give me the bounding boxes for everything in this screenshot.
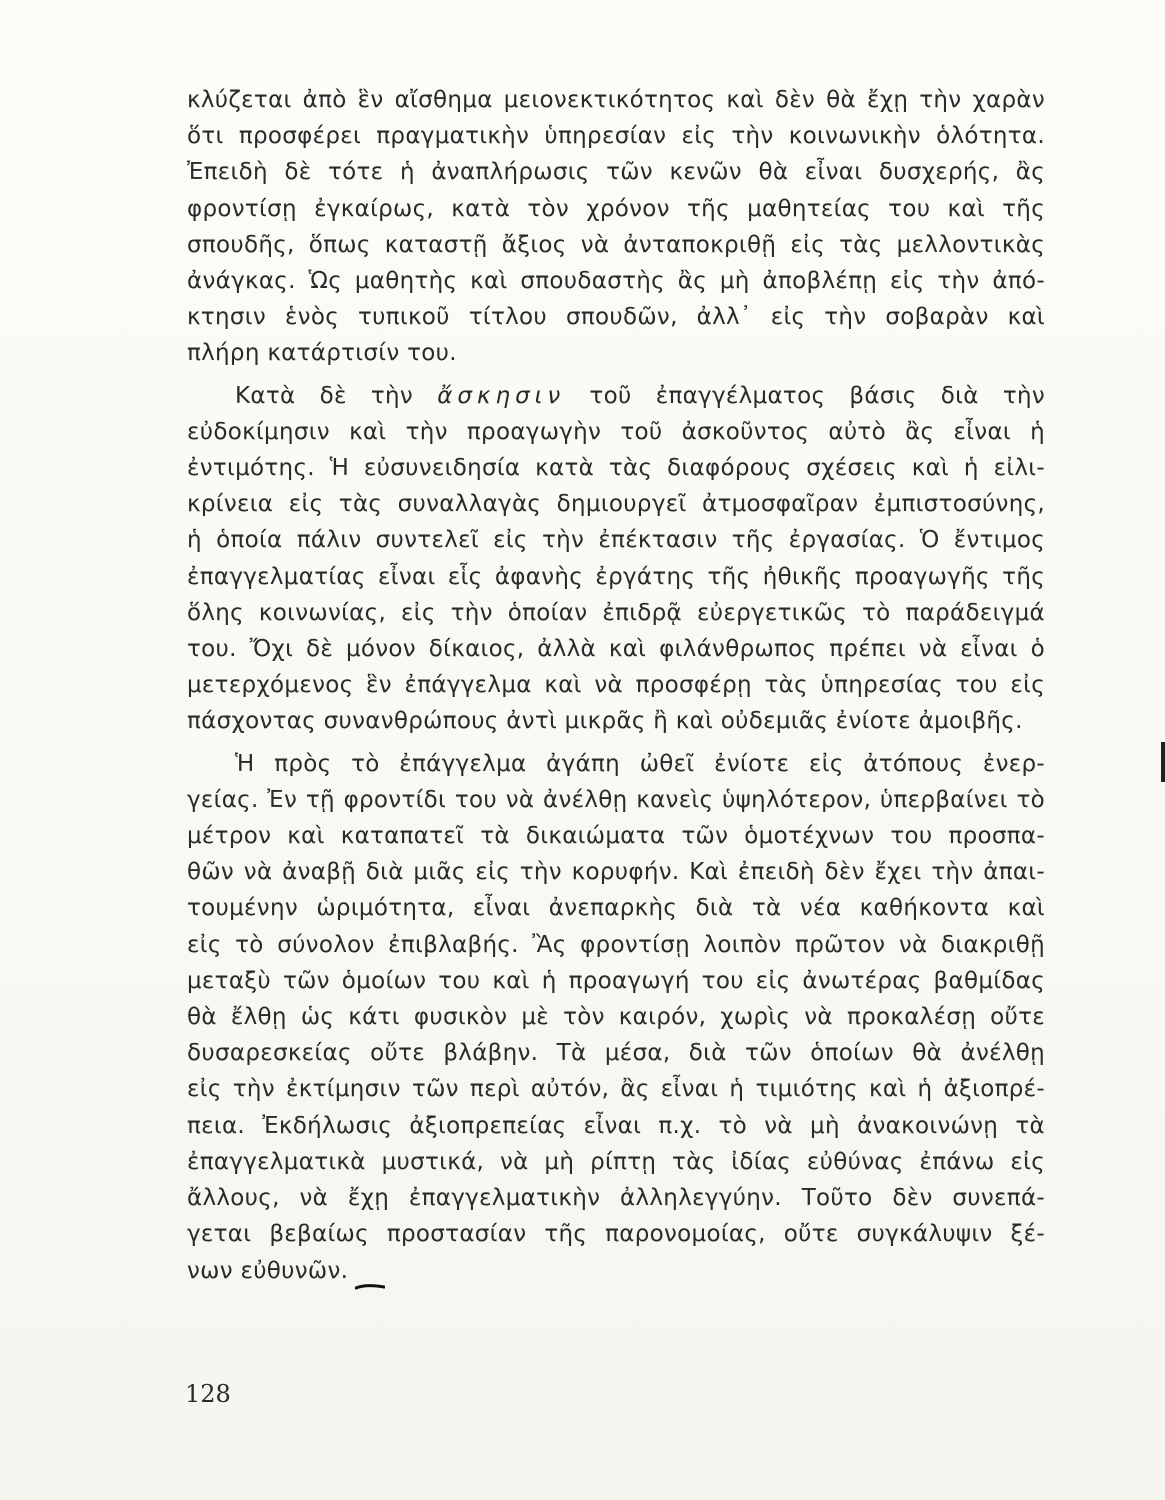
text-line: θῶν νὰ ἀναβῇ διὰ μιᾶς εἰς τὴν κορυφήν. Καὶ ἐπειδὴ δὲν ἔχει τὴν ἀπαι- [187,859,1045,886]
paragraph-2 [187,378,1045,740]
text-line: Κατὰ δὲ τὴν ἄσκησιν τοῦ ἐπαγγέλματος βάσις διὰ τὴν [235,382,1045,409]
text-line: ἀνάγκας. Ὡς μαθητὴς καὶ σπουδαστὴς ἂς μὴ ἀποβλέπῃ εἰς τὴν ἀπό- [187,268,1045,295]
text-line: γεται βεβαίως προστασίαν τῆς παρονομοίας, οὔτε συγκάλυψιν ξέ- [187,1221,1045,1248]
text-line: εἰς τὴν ἐκτίμησιν τῶν περὶ αὐτόν, ἂς εἶναι ἡ τιμιότης καὶ ἡ ἀξιοπρέ- [187,1076,1045,1103]
text-line: ἐντιμότης. Ἡ εὐσυνειδησία κατὰ τὰς διαφόρους σχέσεις καὶ ἡ εἰλι- [187,455,1045,482]
text-line: γείας. Ἐν τῇ φροντίδι του νὰ ἀνέλθῃ κανεὶς ὑψηλότερον, ὑπερβαίνει τὸ [187,786,1045,813]
text-line: ὅλης κοινωνίας, εἰς τὴν ὁποίαν ἐπιδρᾷ εὐεργετικῶς τὸ παράδειγμά [187,599,1045,626]
text-line: κλύζεται ἀπὸ ἓν αἴσθημα μειονεκτικότητος καὶ δὲν θὰ ἔχῃ τὴν χαρὰν [187,87,1045,113]
text-line: Ἐπειδὴ δὲ τότε ἡ ἀναπλήρωσις τῶν κενῶν θὰ εἶναι δυσχερής, ἂς [187,159,1045,186]
text-line: Ἡ πρὸς τὸ ἐπάγγελμα ἀγάπη ὠθεῖ ἐνίοτε εἰς ἀτόπους ἐνερ- [235,750,1045,777]
text-line: ἐπαγγελματίας εἶναι εἷς ἀφανὴς ἐργάτης τῆς ἠθικῆς προαγωγῆς τῆς [187,563,1045,590]
text-line: εὐδοκίμησιν καὶ τὴν προαγωγὴν τοῦ ἀσκοῦντος αὐτὸ ἂς εἶναι ἡ [187,418,1045,445]
text-line: ὅτι προσφέρει πραγματικὴν ὑπηρεσίαν εἰς τὴν κοινωνικὴν ὁλότητα. [187,123,1045,150]
page-number: 128 [185,1380,231,1408]
paragraph-3 [187,746,1045,1289]
text-line: του. Ὄχι δὲ μόνον δίκαιος, ἀλλὰ καὶ φιλάνθρωπος πρέπει νὰ εἶναι ὁ [187,636,1045,663]
text-line: ἐπαγγελματικὰ μυστικά, νὰ μὴ ρίπτῃ τὰς ἰδίας εὐθύνας ἐπάνω εἰς [187,1148,1045,1175]
text-line: θὰ ἔλθῃ ὡς κάτι φυσικὸν μὲ τὸν καιρόν, χωρὶς νὰ προκαλέσῃ οὔτε [187,1004,1045,1031]
text-line: φροντίσῃ ἐγκαίρως, κατὰ τὸν χρόνον τῆς μαθητείας του καὶ τῆς [187,195,1045,222]
body-text [187,82,1045,1289]
pen-underline-mark [355,1284,385,1290]
text-line: εἰς τὸ σύνολον ἐπιβλαβής. Ἂς φροντίσῃ λοιπὸν πρῶτον νὰ διακριθῇ [187,931,1045,958]
text-line: τουμένην ὡριμότητα, εἶναι ἀνεπαρκὴς διὰ τὰ νέα καθήκοντα καὶ [187,895,1045,922]
spaced-emphasis-word: ἄσκησιν [437,382,566,409]
text-line: ἡ ὁποία πάλιν συντελεῖ εἰς τὴν ἐπέκτασιν τῆς ἐργασίας. Ὁ ἔντιμος [187,527,1045,554]
text-line: πλήρη κατάρτισίν του. [187,340,457,367]
text-line: σπουδῆς, ὅπως καταστῇ ἄξιος νὰ ἀνταποκριθῇ εἰς τὰς μελλοντικὰς [187,231,1045,258]
paragraph-1 [187,82,1045,372]
page-edge-mark [1161,742,1165,782]
text-line: μεταξὺ τῶν ὁμοίων του καὶ ἡ προαγωγή του εἰς ἀνωτέρας βαθμίδας [187,967,1045,994]
text-line: μέτρον καὶ καταπατεῖ τὰ δικαιώματα τῶν ὁμοτέχνων του προσπα- [187,823,1045,850]
text-line: κρίνεια εἰς τὰς συναλλαγὰς δημιουργεῖ ἀτμοσφαῖραν ἐμπιστοσύνης, [187,491,1045,518]
text-line: πεια. Ἐκδήλωσις ἀξιοπρεπείας εἶναι π.χ. τὸ νὰ μὴ ἀνακοινώνῃ τὰ [187,1112,1045,1139]
text-line: μετερχόμενος ἓν ἐπάγγελμα καὶ νὰ προσφέρῃ τὰς ὑπηρεσίας του εἰς [187,672,1045,699]
text-line: νων εὐθυνῶν. [187,1257,349,1284]
text-line: πάσχοντας συνανθρώπους ἀντὶ μικρᾶς ἢ καὶ οὐδεμιᾶς ἐνίοτε ἀμοιβῆς. [187,708,1023,735]
text-line: δυσαρεσκείας οὔτε βλάβην. Τὰ μέσα, διὰ τῶν ὁποίων θὰ ἀνέλθῃ [187,1040,1045,1067]
text-line: κτησιν ἑνὸς τυπικοῦ τίτλου σπουδῶν, ἀλλ᾽ εἰς τὴν σοβαρὰν καὶ [187,304,1045,331]
text-line: ἄλλους, νὰ ἔχῃ ἐπαγγελματικὴν ἀλληλεγγύην. Τοῦτο δὲν συνεπά- [187,1185,1045,1212]
